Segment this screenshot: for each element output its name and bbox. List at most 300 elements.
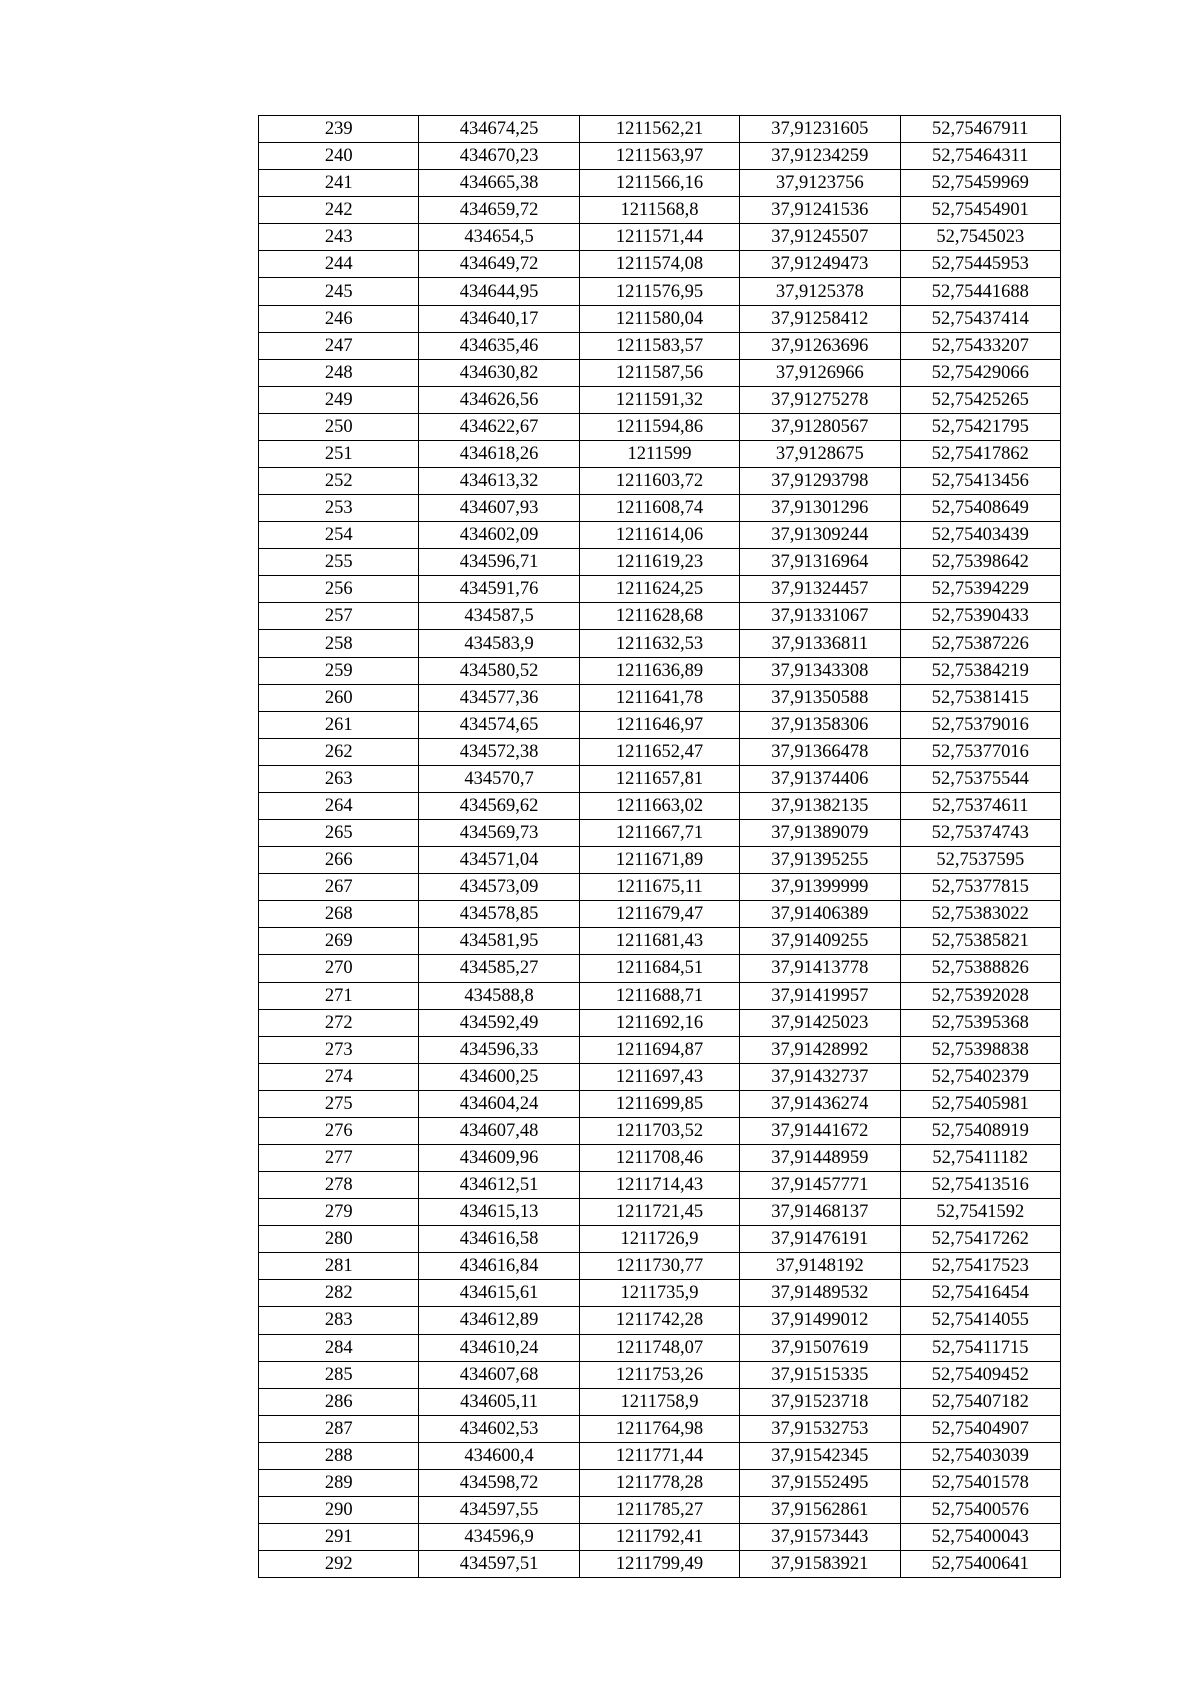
point-number-cell: 284: [259, 1334, 419, 1361]
point-number-cell: 251: [259, 440, 419, 467]
table-row: [259, 440, 1061, 467]
longitude-cell: 37,91425023: [740, 1009, 900, 1036]
table-row: [259, 143, 1061, 170]
y-coordinate-cell: 1211688,71: [579, 982, 739, 1009]
point-number-cell: 255: [259, 549, 419, 576]
table-row: [259, 1172, 1061, 1199]
table-row: [259, 738, 1061, 765]
latitude-cell: 52,75403039: [900, 1442, 1060, 1469]
y-coordinate-cell: 1211574,08: [579, 251, 739, 278]
y-coordinate-cell: 1211641,78: [579, 684, 739, 711]
point-number-cell: 264: [259, 792, 419, 819]
latitude-cell: 52,75413516: [900, 1172, 1060, 1199]
y-coordinate-cell: 1211785,27: [579, 1496, 739, 1523]
point-number-cell: 268: [259, 901, 419, 928]
table-row: [259, 305, 1061, 332]
y-coordinate-cell: 1211583,57: [579, 332, 739, 359]
longitude-cell: 37,91515335: [740, 1361, 900, 1388]
y-coordinate-cell: 1211632,53: [579, 630, 739, 657]
y-coordinate-cell: 1211699,85: [579, 1090, 739, 1117]
longitude-cell: 37,9128675: [740, 440, 900, 467]
y-coordinate-cell: 1211758,9: [579, 1388, 739, 1415]
point-number-cell: 244: [259, 251, 419, 278]
point-number-cell: 250: [259, 413, 419, 440]
y-coordinate-cell: 1211681,43: [579, 928, 739, 955]
latitude-cell: 52,75409452: [900, 1361, 1060, 1388]
latitude-cell: 52,75459969: [900, 170, 1060, 197]
x-coordinate-cell: 434610,24: [419, 1334, 579, 1361]
longitude-cell: 37,91573443: [740, 1524, 900, 1551]
latitude-cell: 52,75454901: [900, 197, 1060, 224]
point-number-cell: 241: [259, 170, 419, 197]
point-number-cell: 292: [259, 1551, 419, 1578]
table-row: [259, 1361, 1061, 1388]
longitude-cell: 37,91441672: [740, 1117, 900, 1144]
coordinates-table: [258, 115, 1061, 1578]
table-row: [259, 1307, 1061, 1334]
table-row: [259, 684, 1061, 711]
table-row: [259, 1551, 1061, 1578]
table-row: [259, 847, 1061, 874]
latitude-cell: 52,75400641: [900, 1551, 1060, 1578]
point-number-cell: 240: [259, 143, 419, 170]
latitude-cell: 52,75385821: [900, 928, 1060, 955]
x-coordinate-cell: 434674,25: [419, 116, 579, 143]
point-number-cell: 254: [259, 522, 419, 549]
y-coordinate-cell: 1211576,95: [579, 278, 739, 305]
point-number-cell: 277: [259, 1144, 419, 1171]
point-number-cell: 260: [259, 684, 419, 711]
y-coordinate-cell: 1211748,07: [579, 1334, 739, 1361]
longitude-cell: 37,91476191: [740, 1226, 900, 1253]
y-coordinate-cell: 1211591,32: [579, 386, 739, 413]
y-coordinate-cell: 1211580,04: [579, 305, 739, 332]
longitude-cell: 37,91258412: [740, 305, 900, 332]
point-number-cell: 266: [259, 847, 419, 874]
y-coordinate-cell: 1211753,26: [579, 1361, 739, 1388]
x-coordinate-cell: 434612,51: [419, 1172, 579, 1199]
longitude-cell: 37,9125378: [740, 278, 900, 305]
longitude-cell: 37,91413778: [740, 955, 900, 982]
x-coordinate-cell: 434598,72: [419, 1469, 579, 1496]
latitude-cell: 52,75400043: [900, 1524, 1060, 1551]
table-row: [259, 1415, 1061, 1442]
latitude-cell: 52,75398642: [900, 549, 1060, 576]
y-coordinate-cell: 1211721,45: [579, 1199, 739, 1226]
table-row: [259, 1442, 1061, 1469]
y-coordinate-cell: 1211663,02: [579, 792, 739, 819]
point-number-cell: 246: [259, 305, 419, 332]
x-coordinate-cell: 434604,24: [419, 1090, 579, 1117]
point-number-cell: 245: [259, 278, 419, 305]
y-coordinate-cell: 1211603,72: [579, 468, 739, 495]
point-number-cell: 289: [259, 1469, 419, 1496]
table-row: [259, 1388, 1061, 1415]
longitude-cell: 37,91366478: [740, 738, 900, 765]
x-coordinate-cell: 434569,73: [419, 820, 579, 847]
y-coordinate-cell: 1211657,81: [579, 765, 739, 792]
latitude-cell: 52,75377815: [900, 874, 1060, 901]
table-row: [259, 1063, 1061, 1090]
latitude-cell: 52,75387226: [900, 630, 1060, 657]
point-number-cell: 242: [259, 197, 419, 224]
table-row: [259, 792, 1061, 819]
table-row: [259, 495, 1061, 522]
point-number-cell: 285: [259, 1361, 419, 1388]
longitude-cell: 37,91249473: [740, 251, 900, 278]
y-coordinate-cell: 1211619,23: [579, 549, 739, 576]
latitude-cell: 52,75394229: [900, 576, 1060, 603]
point-number-cell: 248: [259, 359, 419, 386]
point-number-cell: 291: [259, 1524, 419, 1551]
y-coordinate-cell: 1211735,9: [579, 1280, 739, 1307]
x-coordinate-cell: 434577,36: [419, 684, 579, 711]
longitude-cell: 37,91583921: [740, 1551, 900, 1578]
latitude-cell: 52,75408649: [900, 495, 1060, 522]
table-row: [259, 1280, 1061, 1307]
table-row: [259, 468, 1061, 495]
y-coordinate-cell: 1211684,51: [579, 955, 739, 982]
latitude-cell: 52,75414055: [900, 1307, 1060, 1334]
point-number-cell: 263: [259, 765, 419, 792]
table-row: [259, 711, 1061, 738]
longitude-cell: 37,9123756: [740, 170, 900, 197]
table-row: [259, 1090, 1061, 1117]
x-coordinate-cell: 434574,65: [419, 711, 579, 738]
table-row: [259, 1253, 1061, 1280]
x-coordinate-cell: 434665,38: [419, 170, 579, 197]
longitude-cell: 37,91263696: [740, 332, 900, 359]
latitude-cell: 52,75417523: [900, 1253, 1060, 1280]
x-coordinate-cell: 434605,11: [419, 1388, 579, 1415]
y-coordinate-cell: 1211568,8: [579, 197, 739, 224]
x-coordinate-cell: 434618,26: [419, 440, 579, 467]
table-row: [259, 1524, 1061, 1551]
latitude-cell: 52,75417262: [900, 1226, 1060, 1253]
longitude-cell: 37,91358306: [740, 711, 900, 738]
longitude-cell: 37,91331067: [740, 603, 900, 630]
y-coordinate-cell: 1211671,89: [579, 847, 739, 874]
x-coordinate-cell: 434640,17: [419, 305, 579, 332]
latitude-cell: 52,75404907: [900, 1415, 1060, 1442]
x-coordinate-cell: 434607,93: [419, 495, 579, 522]
table-row: [259, 1009, 1061, 1036]
table-row: [259, 522, 1061, 549]
y-coordinate-cell: 1211614,06: [579, 522, 739, 549]
latitude-cell: 52,75392028: [900, 982, 1060, 1009]
table-row: [259, 928, 1061, 955]
longitude-cell: 37,91399999: [740, 874, 900, 901]
table-row: [259, 170, 1061, 197]
x-coordinate-cell: 434572,38: [419, 738, 579, 765]
latitude-cell: 52,75379016: [900, 711, 1060, 738]
x-coordinate-cell: 434597,55: [419, 1496, 579, 1523]
latitude-cell: 52,75467911: [900, 116, 1060, 143]
x-coordinate-cell: 434607,68: [419, 1361, 579, 1388]
x-coordinate-cell: 434600,4: [419, 1442, 579, 1469]
latitude-cell: 52,75390433: [900, 603, 1060, 630]
y-coordinate-cell: 1211742,28: [579, 1307, 739, 1334]
y-coordinate-cell: 1211792,41: [579, 1524, 739, 1551]
y-coordinate-cell: 1211636,89: [579, 657, 739, 684]
table-row: [259, 955, 1061, 982]
table-row: [259, 386, 1061, 413]
longitude-cell: 37,91395255: [740, 847, 900, 874]
point-number-cell: 252: [259, 468, 419, 495]
point-number-cell: 265: [259, 820, 419, 847]
point-number-cell: 283: [259, 1307, 419, 1334]
latitude-cell: 52,75384219: [900, 657, 1060, 684]
point-number-cell: 259: [259, 657, 419, 684]
latitude-cell: 52,75411182: [900, 1144, 1060, 1171]
point-number-cell: 247: [259, 332, 419, 359]
latitude-cell: 52,75402379: [900, 1063, 1060, 1090]
latitude-cell: 52,75403439: [900, 522, 1060, 549]
latitude-cell: 52,75377016: [900, 738, 1060, 765]
x-coordinate-cell: 434622,67: [419, 413, 579, 440]
point-number-cell: 256: [259, 576, 419, 603]
x-coordinate-cell: 434583,9: [419, 630, 579, 657]
table-row: [259, 549, 1061, 576]
longitude-cell: 37,91309244: [740, 522, 900, 549]
table-row: [259, 630, 1061, 657]
point-number-cell: 269: [259, 928, 419, 955]
x-coordinate-cell: 434609,96: [419, 1144, 579, 1171]
table-row: [259, 765, 1061, 792]
latitude-cell: 52,75464311: [900, 143, 1060, 170]
longitude-cell: 37,91532753: [740, 1415, 900, 1442]
point-number-cell: 276: [259, 1117, 419, 1144]
y-coordinate-cell: 1211563,97: [579, 143, 739, 170]
table-row: [259, 657, 1061, 684]
y-coordinate-cell: 1211566,16: [579, 170, 739, 197]
table-row: [259, 576, 1061, 603]
table-row: [259, 251, 1061, 278]
longitude-cell: 37,91499012: [740, 1307, 900, 1334]
latitude-cell: 52,75445953: [900, 251, 1060, 278]
latitude-cell: 52,7541592: [900, 1199, 1060, 1226]
latitude-cell: 52,75381415: [900, 684, 1060, 711]
latitude-cell: 52,75433207: [900, 332, 1060, 359]
y-coordinate-cell: 1211730,77: [579, 1253, 739, 1280]
y-coordinate-cell: 1211562,21: [579, 116, 739, 143]
x-coordinate-cell: 434578,85: [419, 901, 579, 928]
x-coordinate-cell: 434597,51: [419, 1551, 579, 1578]
table-row: [259, 603, 1061, 630]
longitude-cell: 37,91374406: [740, 765, 900, 792]
x-coordinate-cell: 434596,33: [419, 1036, 579, 1063]
point-number-cell: 278: [259, 1172, 419, 1199]
table-row: [259, 1226, 1061, 1253]
y-coordinate-cell: 1211679,47: [579, 901, 739, 928]
table-row: [259, 413, 1061, 440]
x-coordinate-cell: 434607,48: [419, 1117, 579, 1144]
latitude-cell: 52,75401578: [900, 1469, 1060, 1496]
table-row: [259, 197, 1061, 224]
longitude-cell: 37,91419957: [740, 982, 900, 1009]
x-coordinate-cell: 434659,72: [419, 197, 579, 224]
longitude-cell: 37,91552495: [740, 1469, 900, 1496]
point-number-cell: 253: [259, 495, 419, 522]
table-row: [259, 874, 1061, 901]
latitude-cell: 52,75437414: [900, 305, 1060, 332]
latitude-cell: 52,7537595: [900, 847, 1060, 874]
x-coordinate-cell: 434580,52: [419, 657, 579, 684]
latitude-cell: 52,75425265: [900, 386, 1060, 413]
table-row: [259, 1334, 1061, 1361]
table-row: [259, 278, 1061, 305]
latitude-cell: 52,75416454: [900, 1280, 1060, 1307]
point-number-cell: 249: [259, 386, 419, 413]
longitude-cell: 37,91350588: [740, 684, 900, 711]
latitude-cell: 52,75405981: [900, 1090, 1060, 1117]
longitude-cell: 37,91457771: [740, 1172, 900, 1199]
x-coordinate-cell: 434570,7: [419, 765, 579, 792]
y-coordinate-cell: 1211667,71: [579, 820, 739, 847]
latitude-cell: 52,75400576: [900, 1496, 1060, 1523]
longitude-cell: 37,91436274: [740, 1090, 900, 1117]
table-row: [259, 901, 1061, 928]
point-number-cell: 290: [259, 1496, 419, 1523]
longitude-cell: 37,91389079: [740, 820, 900, 847]
point-number-cell: 271: [259, 982, 419, 1009]
table-row: [259, 224, 1061, 251]
longitude-cell: 37,91343308: [740, 657, 900, 684]
point-number-cell: 279: [259, 1199, 419, 1226]
y-coordinate-cell: 1211726,9: [579, 1226, 739, 1253]
longitude-cell: 37,91324457: [740, 576, 900, 603]
y-coordinate-cell: 1211652,47: [579, 738, 739, 765]
latitude-cell: 52,75413456: [900, 468, 1060, 495]
longitude-cell: 37,91280567: [740, 413, 900, 440]
y-coordinate-cell: 1211694,87: [579, 1036, 739, 1063]
y-coordinate-cell: 1211599: [579, 440, 739, 467]
y-coordinate-cell: 1211714,43: [579, 1172, 739, 1199]
longitude-cell: 37,91428992: [740, 1036, 900, 1063]
x-coordinate-cell: 434571,04: [419, 847, 579, 874]
longitude-cell: 37,91241536: [740, 197, 900, 224]
point-number-cell: 274: [259, 1063, 419, 1090]
x-coordinate-cell: 434602,09: [419, 522, 579, 549]
y-coordinate-cell: 1211628,68: [579, 603, 739, 630]
x-coordinate-cell: 434592,49: [419, 1009, 579, 1036]
point-number-cell: 287: [259, 1415, 419, 1442]
latitude-cell: 52,75383022: [900, 901, 1060, 928]
y-coordinate-cell: 1211608,74: [579, 495, 739, 522]
longitude-cell: 37,91507619: [740, 1334, 900, 1361]
latitude-cell: 52,75411715: [900, 1334, 1060, 1361]
x-coordinate-cell: 434588,8: [419, 982, 579, 1009]
x-coordinate-cell: 434596,9: [419, 1524, 579, 1551]
x-coordinate-cell: 434602,53: [419, 1415, 579, 1442]
longitude-cell: 37,91231605: [740, 116, 900, 143]
point-number-cell: 243: [259, 224, 419, 251]
table-row: [259, 116, 1061, 143]
longitude-cell: 37,9126966: [740, 359, 900, 386]
point-number-cell: 281: [259, 1253, 419, 1280]
table-row: [259, 1036, 1061, 1063]
y-coordinate-cell: 1211771,44: [579, 1442, 739, 1469]
x-coordinate-cell: 434569,62: [419, 792, 579, 819]
y-coordinate-cell: 1211675,11: [579, 874, 739, 901]
x-coordinate-cell: 434585,27: [419, 955, 579, 982]
point-number-cell: 258: [259, 630, 419, 657]
y-coordinate-cell: 1211646,97: [579, 711, 739, 738]
y-coordinate-cell: 1211703,52: [579, 1117, 739, 1144]
x-coordinate-cell: 434615,13: [419, 1199, 579, 1226]
longitude-cell: 37,91316964: [740, 549, 900, 576]
table-row: [259, 332, 1061, 359]
x-coordinate-cell: 434654,5: [419, 224, 579, 251]
y-coordinate-cell: 1211697,43: [579, 1063, 739, 1090]
x-coordinate-cell: 434600,25: [419, 1063, 579, 1090]
latitude-cell: 52,75398838: [900, 1036, 1060, 1063]
coordinates-table-body: [259, 116, 1061, 1578]
latitude-cell: 52,75421795: [900, 413, 1060, 440]
x-coordinate-cell: 434644,95: [419, 278, 579, 305]
longitude-cell: 37,91234259: [740, 143, 900, 170]
point-number-cell: 272: [259, 1009, 419, 1036]
table-row: [259, 359, 1061, 386]
longitude-cell: 37,91409255: [740, 928, 900, 955]
x-coordinate-cell: 434616,84: [419, 1253, 579, 1280]
longitude-cell: 37,91293798: [740, 468, 900, 495]
point-number-cell: 273: [259, 1036, 419, 1063]
x-coordinate-cell: 434616,58: [419, 1226, 579, 1253]
longitude-cell: 37,91245507: [740, 224, 900, 251]
y-coordinate-cell: 1211594,86: [579, 413, 739, 440]
latitude-cell: 52,7545023: [900, 224, 1060, 251]
x-coordinate-cell: 434587,5: [419, 603, 579, 630]
longitude-cell: 37,91468137: [740, 1199, 900, 1226]
point-number-cell: 257: [259, 603, 419, 630]
longitude-cell: 37,9148192: [740, 1253, 900, 1280]
x-coordinate-cell: 434596,71: [419, 549, 579, 576]
latitude-cell: 52,75374743: [900, 820, 1060, 847]
table-row: [259, 1469, 1061, 1496]
x-coordinate-cell: 434635,46: [419, 332, 579, 359]
y-coordinate-cell: 1211587,56: [579, 359, 739, 386]
latitude-cell: 52,75395368: [900, 1009, 1060, 1036]
x-coordinate-cell: 434613,32: [419, 468, 579, 495]
y-coordinate-cell: 1211571,44: [579, 224, 739, 251]
x-coordinate-cell: 434615,61: [419, 1280, 579, 1307]
y-coordinate-cell: 1211764,98: [579, 1415, 739, 1442]
point-number-cell: 262: [259, 738, 419, 765]
table-row: [259, 982, 1061, 1009]
point-number-cell: 239: [259, 116, 419, 143]
y-coordinate-cell: 1211708,46: [579, 1144, 739, 1171]
table-row: [259, 1199, 1061, 1226]
y-coordinate-cell: 1211624,25: [579, 576, 739, 603]
point-number-cell: 286: [259, 1388, 419, 1415]
x-coordinate-cell: 434626,56: [419, 386, 579, 413]
longitude-cell: 37,91382135: [740, 792, 900, 819]
x-coordinate-cell: 434630,82: [419, 359, 579, 386]
point-number-cell: 270: [259, 955, 419, 982]
point-number-cell: 288: [259, 1442, 419, 1469]
latitude-cell: 52,75429066: [900, 359, 1060, 386]
x-coordinate-cell: 434591,76: [419, 576, 579, 603]
longitude-cell: 37,91489532: [740, 1280, 900, 1307]
latitude-cell: 52,75388826: [900, 955, 1060, 982]
y-coordinate-cell: 1211778,28: [579, 1469, 739, 1496]
table-row: [259, 1144, 1061, 1171]
latitude-cell: 52,75407182: [900, 1388, 1060, 1415]
latitude-cell: 52,75375544: [900, 765, 1060, 792]
longitude-cell: 37,91562861: [740, 1496, 900, 1523]
latitude-cell: 52,75441688: [900, 278, 1060, 305]
